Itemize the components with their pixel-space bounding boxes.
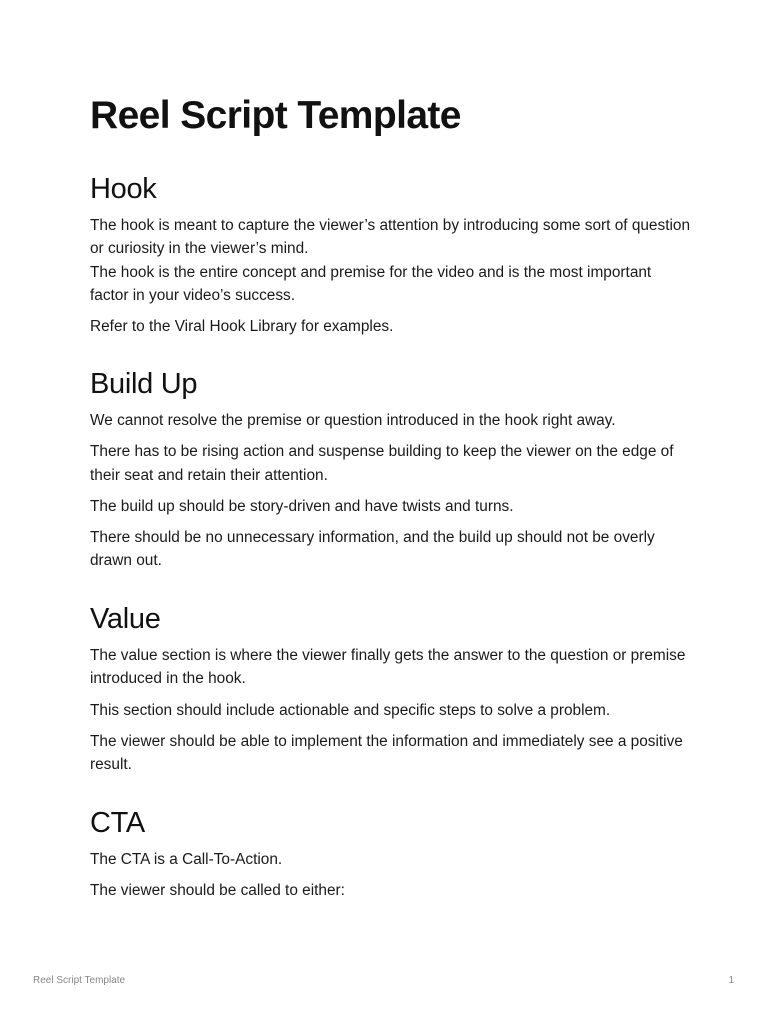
- section-value: [90, 602, 690, 784]
- paragraph: The hook is the entire concept and premise for the video and is the most important factor in your video’s success.: [90, 263, 652, 304]
- section-build-up: [90, 367, 690, 581]
- footer-document-title: Reel Script Template: [33, 975, 126, 986]
- paragraph: The build up should be story-driven and have twists and turns.: [90, 497, 514, 515]
- section-hook: [90, 172, 690, 346]
- paragraph: The viewer should be called to either:: [90, 882, 345, 900]
- paragraph: The hook is meant to capture the viewer’s attention by introducing some sort of question or curiosity in the viewer’s mind.: [90, 217, 691, 258]
- paragraph: The CTA is a Call-To-Action.: [90, 851, 283, 868]
- document-title: Reel Script Template: [90, 94, 461, 137]
- paragraph: There should be no unnecessary information, and the build up should not be overly drawn out.: [90, 529, 655, 570]
- footer-page-number: 1: [728, 975, 734, 986]
- paragraph: Refer to the Viral Hook Library for examples.: [90, 318, 394, 336]
- paragraph: This section should include actionable and specific steps to solve a problem.: [90, 701, 611, 719]
- section-heading-build-up: Build Up: [90, 368, 198, 400]
- paragraph: The value section is where the viewer finally gets the answer to the question or premise introduced in the hook.: [90, 647, 686, 688]
- section-heading-cta: CTA: [90, 807, 145, 839]
- section-cta: [90, 806, 690, 911]
- section-heading-hook: Hook: [90, 173, 157, 205]
- paragraph: The viewer should be able to implement the information and immediately see a positive result.: [90, 732, 683, 774]
- section-heading-value: Value: [90, 603, 161, 635]
- paragraph: We cannot resolve the premise or question introduced in the hook right away.: [90, 412, 616, 429]
- paragraph: There has to be rising action and suspense building to keep the viewer on the edge of their seat and retain their attention.: [90, 443, 674, 484]
